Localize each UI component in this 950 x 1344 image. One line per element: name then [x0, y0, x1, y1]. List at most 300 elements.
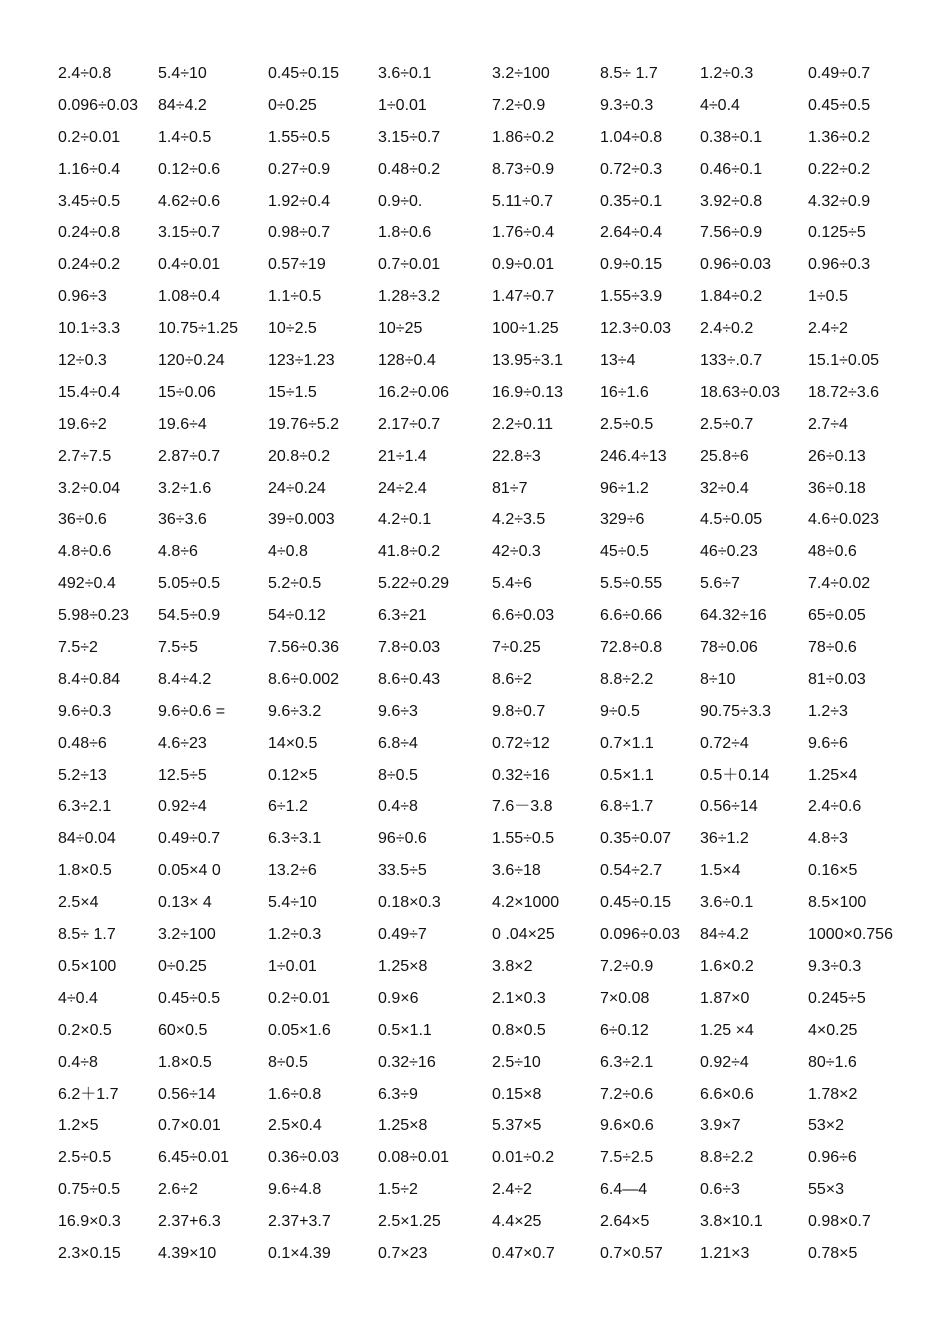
math-problem: 4÷0.4 [58, 989, 98, 1007]
math-problem: 1.87×0 [700, 989, 750, 1007]
math-problem: 0.1×4.39 [268, 1244, 331, 1262]
problem-row [0, 987, 950, 1019]
math-problem: 25.8÷6 [700, 447, 749, 465]
math-problem: 9.8÷0.7 [492, 702, 546, 720]
math-problem: 0.4÷8 [378, 798, 418, 816]
math-problem: 329÷6 [600, 511, 645, 529]
math-problem: 1000×0.756 [808, 926, 893, 944]
math-problem: 2.17÷0.7 [378, 415, 441, 433]
math-problem: 3.9×7 [700, 1117, 741, 1135]
math-problem: 0.2÷0.01 [268, 989, 331, 1007]
math-problem: 0.54÷2.7 [600, 862, 663, 880]
math-problem: 9.6÷3 [378, 702, 418, 720]
math-problem: 2.5÷0.5 [58, 1149, 112, 1167]
math-problem: 7.56÷0.9 [700, 224, 763, 242]
problem-row [0, 126, 950, 158]
math-problem: 0.98÷0.7 [268, 224, 331, 242]
math-problem: 1.86÷0.2 [492, 128, 555, 146]
math-problem: 20.8÷0.2 [268, 447, 331, 465]
math-problem: 1.55÷0.5 [268, 128, 331, 146]
math-problem: 9.3÷0.3 [600, 96, 654, 114]
problem-row [0, 253, 950, 285]
math-problem: 5.2÷0.5 [268, 575, 322, 593]
math-problem: 0.18×0.3 [378, 894, 441, 912]
math-problem: 2.64÷0.4 [600, 224, 663, 242]
math-problem: 4.2÷3.5 [492, 511, 546, 529]
math-problem: 1.2÷0.3 [268, 926, 322, 944]
math-problem: 0.9÷0. [378, 192, 423, 210]
math-problem: 2.7÷7.5 [58, 447, 112, 465]
problem-row [0, 317, 950, 349]
math-problem: 6.6÷0.03 [492, 607, 555, 625]
math-problem: 123÷1.23 [268, 352, 335, 370]
math-problem: 7.5÷2.5 [600, 1149, 654, 1167]
math-problem: 45÷0.5 [600, 543, 649, 561]
math-problem: 0.12÷0.6 [158, 160, 221, 178]
math-problem: 0.72÷12 [492, 734, 550, 752]
math-problem: 0.2÷0.01 [58, 128, 121, 146]
math-problem: 18.72÷3.6 [808, 383, 880, 401]
math-problem: 1.8÷0.6 [378, 224, 432, 242]
math-problem: 3.2÷0.04 [58, 479, 121, 497]
math-problem: 10.75÷1.25 [158, 320, 238, 338]
math-problem: 0.57÷19 [268, 256, 326, 274]
math-problem: 120÷0.24 [158, 352, 225, 370]
math-problem: 0.96÷0.03 [700, 256, 772, 274]
problem-row [0, 1019, 950, 1051]
math-problem: 78÷0.06 [700, 639, 758, 657]
problem-row [0, 1178, 950, 1210]
math-problem: 2.4÷2 [808, 320, 848, 338]
math-problem: 6.3÷2.1 [600, 1053, 654, 1071]
math-problem: 7.2÷0.6 [600, 1085, 654, 1103]
math-problem: 26÷0.13 [808, 447, 866, 465]
math-problem: 0.2×0.5 [58, 1021, 112, 1039]
problem-row [0, 859, 950, 891]
math-problem: 16.9÷0.13 [492, 383, 564, 401]
math-problem: 8.6÷0.43 [378, 670, 441, 688]
math-problem: 2.7÷4 [808, 415, 848, 433]
math-problem: 0.98×0.7 [808, 1213, 871, 1231]
math-problem: 0.56÷14 [700, 798, 758, 816]
math-problem: 96÷0.6 [378, 830, 427, 848]
math-problem: 24÷2.4 [378, 479, 427, 497]
math-problem: 1.8×0.5 [58, 862, 112, 880]
math-problem: 1.76÷0.4 [492, 224, 555, 242]
math-problem: 8÷0.5 [268, 1053, 308, 1071]
math-problem: 6.3÷21 [378, 607, 427, 625]
math-problem: 1.8×0.5 [158, 1053, 212, 1071]
math-problem: 14×0.5 [268, 734, 318, 752]
math-problem: 2.5÷10 [492, 1053, 541, 1071]
math-problem: 1.16÷0.4 [58, 160, 121, 178]
math-problem: 0.35÷0.07 [600, 830, 672, 848]
math-problem: 3.8×10.1 [700, 1213, 763, 1231]
math-problem: 128÷0.4 [378, 352, 436, 370]
math-problem: 2.5×4 [58, 894, 99, 912]
math-problem: 54.5÷0.9 [158, 607, 221, 625]
problem-row [0, 1146, 950, 1178]
math-problem: 1.21×3 [700, 1244, 750, 1262]
math-problem: 19.6÷4 [158, 415, 207, 433]
math-problem: 4.39×10 [158, 1244, 217, 1262]
math-problem: 42÷0.3 [492, 543, 541, 561]
math-problem: 0.32÷16 [492, 766, 550, 784]
math-problem: 8.73÷0.9 [492, 160, 555, 178]
math-problem: 0.45÷0.5 [158, 989, 221, 1007]
math-problem: 9.6÷3.2 [268, 702, 322, 720]
math-problem: 1÷0.01 [378, 96, 427, 114]
math-problem: 0.49÷0.7 [158, 830, 221, 848]
math-problem: 96÷1.2 [600, 479, 649, 497]
math-problem: 4.6÷23 [158, 734, 207, 752]
math-problem: 19.76÷5.2 [268, 415, 340, 433]
math-problem: 3.45÷0.5 [58, 192, 121, 210]
math-problem: 0.92÷4 [158, 798, 207, 816]
math-problem: 0.24÷0.8 [58, 224, 121, 242]
math-problem: 0.9÷0.01 [492, 256, 555, 274]
math-problem: 84÷0.04 [58, 830, 116, 848]
math-problem: 0.49÷0.7 [808, 65, 871, 82]
math-problem: 4.4×25 [492, 1213, 542, 1231]
math-problem: 0.12×5 [268, 766, 318, 784]
math-problem: 9.6÷0.3 [58, 702, 112, 720]
math-problem: 0.56÷14 [158, 1085, 216, 1103]
math-problem: 0.6÷3 [700, 1181, 740, 1199]
math-problem: 84÷4.2 [700, 926, 749, 944]
math-problem: 0.96÷3 [58, 288, 107, 306]
math-problem: 4÷0.8 [268, 543, 308, 561]
math-problem: 0.096÷0.03 [58, 96, 138, 114]
math-problem: 0.38÷0.1 [700, 128, 763, 146]
math-problem: 2.4÷0.8 [58, 65, 112, 82]
math-problem: 1.92÷0.4 [268, 192, 331, 210]
math-problem: 0.096÷0.03 [600, 926, 680, 944]
problem-row [0, 668, 950, 700]
math-problem: 8.4÷4.2 [158, 670, 212, 688]
math-problem: 0.48÷6 [58, 734, 107, 752]
math-problem: 12.3÷0.03 [600, 320, 672, 338]
math-problem: 3.2÷100 [492, 65, 550, 82]
math-problem: 16.2÷0.06 [378, 383, 450, 401]
math-problem: 9.6×0.6 [600, 1117, 654, 1135]
math-problem: 8.8÷2.2 [700, 1149, 754, 1167]
math-problem: 0.7×0.57 [600, 1244, 663, 1262]
math-problem: 6÷0.12 [600, 1021, 649, 1039]
math-problem: 7.4÷0.02 [808, 575, 871, 593]
math-problem: 2.87÷0.7 [158, 447, 221, 465]
math-problem: 0.27÷0.9 [268, 160, 331, 178]
math-problem: 10÷2.5 [268, 320, 317, 338]
math-problem: 0.45÷0.5 [808, 96, 871, 114]
problem-row [0, 540, 950, 572]
math-problem: 2.37+6.3 [158, 1213, 221, 1231]
math-problem: 39÷0.003 [268, 511, 335, 529]
math-problem: 32÷0.4 [700, 479, 749, 497]
math-problem: 84÷4.2 [158, 96, 207, 114]
math-problem: 15.4÷0.4 [58, 383, 121, 401]
math-problem: 7.56÷0.36 [268, 639, 340, 657]
math-problem: 0.75÷0.5 [58, 1181, 121, 1199]
math-problem: 2.64×5 [600, 1213, 650, 1231]
math-problem: 4.6÷0.023 [808, 511, 880, 529]
math-problem: 6.8÷1.7 [600, 798, 654, 816]
math-problem: 4.62÷0.6 [158, 192, 221, 210]
math-problem: 9.3÷0.3 [808, 957, 862, 975]
math-problem: 4.2×1000 [492, 894, 560, 912]
math-problem: 24÷0.24 [268, 479, 326, 497]
math-problem: 4.5÷0.05 [700, 511, 763, 529]
math-problem: 0.245÷5 [808, 989, 866, 1007]
math-problem: 4.32÷0.9 [808, 192, 871, 210]
math-problem: 0.72÷0.3 [600, 160, 663, 178]
math-problem: 5.37×5 [492, 1117, 542, 1135]
math-problem: 6.2＋1.7 [58, 1085, 119, 1103]
math-problem: 8÷0.5 [378, 766, 418, 784]
math-problem: 1.78×2 [808, 1085, 858, 1103]
math-problem: 13.95÷3.1 [492, 352, 564, 370]
problem-row [0, 62, 950, 94]
math-problem: 1.25×4 [808, 766, 858, 784]
math-problem: 0.36÷0.03 [268, 1149, 340, 1167]
math-problem: 7.5÷2 [58, 639, 98, 657]
math-problem: 0.45÷0.15 [268, 65, 340, 82]
math-problem: 60×0.5 [158, 1021, 208, 1039]
math-problem: 7.8÷0.03 [378, 639, 441, 657]
math-problem: 5.4÷6 [492, 575, 532, 593]
math-problem: 5.4÷10 [158, 65, 207, 82]
math-problem: 2.4÷0.6 [808, 798, 862, 816]
math-problem: 1.25 ×4 [700, 1021, 754, 1039]
math-problem: 6.6÷0.66 [600, 607, 663, 625]
math-problem: 0.08÷0.01 [378, 1149, 450, 1167]
math-problem: 0.16×5 [808, 862, 858, 880]
math-problem: 0.9÷0.15 [600, 256, 663, 274]
math-problem: 6.3÷2.1 [58, 798, 112, 816]
math-problem: 5.05÷0.5 [158, 575, 221, 593]
math-problem: 0.15×8 [492, 1085, 542, 1103]
problem-row [0, 1210, 950, 1242]
math-problem: 8.8÷2.2 [600, 670, 654, 688]
problem-row [0, 508, 950, 540]
math-problem: 3.15÷0.7 [378, 128, 441, 146]
math-problem: 18.63÷0.03 [700, 383, 780, 401]
math-problem: 10.1÷3.3 [58, 320, 121, 338]
math-problem: 81÷7 [492, 479, 528, 497]
problem-row [0, 158, 950, 190]
math-problem: 0.4÷0.01 [158, 256, 221, 274]
math-problem: 0.5＋0.14 [700, 766, 770, 784]
math-problem: 55×3 [808, 1181, 845, 1199]
math-problem: 5.2÷13 [58, 766, 107, 784]
math-problem: 0.01÷0.2 [492, 1149, 555, 1167]
math-problem: 7.2÷0.9 [600, 957, 654, 975]
math-problem: 0.32÷16 [378, 1053, 436, 1071]
math-problem: 2.5×1.25 [378, 1213, 441, 1231]
math-problem: 9÷0.5 [600, 702, 640, 720]
math-problem: 4×0.25 [808, 1021, 858, 1039]
math-problem: 36÷1.2 [700, 830, 749, 848]
math-problem: 0.47×0.7 [492, 1244, 555, 1262]
math-problem: 0.5×1.1 [378, 1021, 432, 1039]
math-problem: 2.2÷0.11 [492, 415, 553, 433]
problem-row [0, 955, 950, 987]
problem-row [0, 1051, 950, 1083]
math-problem: 3.8×2 [492, 957, 533, 975]
math-problem: 0.48÷0.2 [378, 160, 441, 178]
math-problem: 7÷0.25 [492, 639, 541, 657]
math-problem: 0.22÷0.2 [808, 160, 871, 178]
math-problem: 2.5÷0.7 [700, 415, 754, 433]
math-problem: 1.08÷0.4 [158, 288, 221, 306]
math-problem: 0.8×0.5 [492, 1021, 546, 1039]
math-problem: 53×2 [808, 1117, 845, 1135]
problem-row [0, 349, 950, 381]
math-problem: 80÷1.6 [808, 1053, 857, 1071]
math-problem: 15÷0.06 [158, 383, 216, 401]
math-problem: 5.11÷0.7 [492, 192, 553, 210]
math-problem: 100÷1.25 [492, 320, 559, 338]
math-problem: 13÷4 [600, 352, 636, 370]
math-problem: 6.3÷3.1 [268, 830, 322, 848]
math-problem: 1÷0.5 [808, 288, 848, 306]
problem-row [0, 1114, 950, 1146]
problem-row [0, 94, 950, 126]
math-problem: 1.5÷2 [378, 1181, 418, 1199]
math-problem: 36÷0.6 [58, 511, 107, 529]
arithmetic-worksheet [0, 62, 950, 1274]
math-problem: 12÷0.3 [58, 352, 107, 370]
math-problem: 0.05×1.6 [268, 1021, 331, 1039]
math-problem: 3.6÷0.1 [378, 65, 432, 82]
math-problem: 8÷10 [700, 670, 736, 688]
math-problem: 5.98÷0.23 [58, 607, 130, 625]
math-problem: 0.5×100 [58, 957, 117, 975]
math-problem: 1.25×8 [378, 957, 428, 975]
math-problem: 36÷3.6 [158, 511, 207, 529]
math-problem: 1.2÷3 [808, 702, 848, 720]
problem-row [0, 190, 950, 222]
math-problem: 6÷1.2 [268, 798, 308, 816]
math-problem: 0.7×0.01 [158, 1117, 221, 1135]
math-problem: 6.3÷9 [378, 1085, 418, 1103]
math-problem: 19.6÷2 [58, 415, 107, 433]
problem-row [0, 445, 950, 477]
math-problem: 46÷0.23 [700, 543, 758, 561]
math-problem: 0.78×5 [808, 1244, 858, 1262]
math-problem: 1÷0.01 [268, 957, 317, 975]
math-problem: 13.2÷6 [268, 862, 317, 880]
math-problem: 0.4÷8 [58, 1053, 98, 1071]
math-problem: 90.75÷3.3 [700, 702, 772, 720]
math-problem: 10÷25 [378, 320, 423, 338]
math-problem: 22.8÷3 [492, 447, 541, 465]
problem-row [0, 732, 950, 764]
math-problem: 1.6×0.2 [700, 957, 754, 975]
math-problem: 1.36÷0.2 [808, 128, 871, 146]
math-problem: 2.1×0.3 [492, 989, 546, 1007]
math-problem: 0.35÷0.1 [600, 192, 663, 210]
math-problem: 15÷1.5 [268, 383, 317, 401]
problem-row [0, 604, 950, 636]
math-problem: 3.92÷0.8 [700, 192, 763, 210]
math-problem: 246.4÷13 [600, 447, 667, 465]
problem-row [0, 827, 950, 859]
math-problem: 12.5÷5 [158, 766, 207, 784]
math-problem: 8.5÷ 1.7 [600, 65, 658, 82]
math-problem: 1.47÷0.7 [492, 288, 555, 306]
math-problem: 4.8÷6 [158, 543, 198, 561]
math-problem: 5.6÷7 [700, 575, 740, 593]
problem-row [0, 795, 950, 827]
math-problem: 1.84÷0.2 [700, 288, 763, 306]
problem-row [0, 381, 950, 413]
math-problem: 133÷.0.7 [700, 352, 763, 370]
math-problem: 9.6÷0.6 = [158, 702, 226, 720]
math-problem: 0.96÷0.3 [808, 256, 871, 274]
math-problem: 8.4÷0.84 [58, 670, 121, 688]
math-problem: 0÷0.25 [158, 957, 207, 975]
math-problem: 54÷0.12 [268, 607, 326, 625]
problem-row [0, 477, 950, 509]
math-problem: 7.6－3.8 [492, 798, 553, 816]
math-problem: 15.1÷0.05 [808, 352, 880, 370]
math-problem: 64.32÷16 [700, 607, 767, 625]
math-problem: 0.125÷5 [808, 224, 866, 242]
problem-row [0, 891, 950, 923]
math-problem: 16÷1.6 [600, 383, 649, 401]
math-problem: 7.5÷5 [158, 639, 198, 657]
math-problem: 41.8÷0.2 [378, 543, 441, 561]
math-problem: 5.22÷0.29 [378, 575, 450, 593]
math-problem: 8.6÷2 [492, 670, 532, 688]
math-problem: 36÷0.18 [808, 479, 866, 497]
math-problem: 1.1÷0.5 [268, 288, 322, 306]
math-problem: 0.24÷0.2 [58, 256, 121, 274]
math-problem: 4÷0.4 [700, 96, 740, 114]
math-problem: 2.37+3.7 [268, 1213, 331, 1231]
math-problem: 1.6÷0.8 [268, 1085, 322, 1103]
math-problem: 1.55÷0.5 [492, 830, 555, 848]
problem-row [0, 572, 950, 604]
problem-row [0, 764, 950, 796]
math-problem: 0.72÷4 [700, 734, 749, 752]
math-problem: 6.45÷0.01 [158, 1149, 230, 1167]
math-problem: 1.55÷3.9 [600, 288, 663, 306]
problem-row [0, 636, 950, 668]
math-problem: 0.7×23 [378, 1244, 428, 1262]
math-problem: 1.2÷0.3 [700, 65, 754, 82]
math-problem: 0.49÷7 [378, 926, 427, 944]
math-problem: 2.4÷2 [492, 1181, 532, 1199]
math-problem: 3.2÷1.6 [158, 479, 212, 497]
math-problem: 2.3×0.15 [58, 1244, 121, 1262]
math-problem: 0.7÷0.01 [378, 256, 441, 274]
math-problem: 1.5×4 [700, 862, 741, 880]
math-problem: 1.28÷3.2 [378, 288, 441, 306]
problem-row [0, 413, 950, 445]
math-problem: 0.96÷6 [808, 1149, 857, 1167]
math-problem: 0.13× 4 [158, 894, 212, 912]
math-problem: 0.5×1.1 [600, 766, 654, 784]
math-problem: 72.8÷0.8 [600, 639, 663, 657]
math-problem: 7×0.08 [600, 989, 650, 1007]
math-problem: 492÷0.4 [58, 575, 116, 593]
math-problem: 2.4÷0.2 [700, 320, 754, 338]
math-problem: 9.6÷6 [808, 734, 848, 752]
math-problem: 0.7×1.1 [600, 734, 654, 752]
problem-row [0, 1242, 950, 1274]
